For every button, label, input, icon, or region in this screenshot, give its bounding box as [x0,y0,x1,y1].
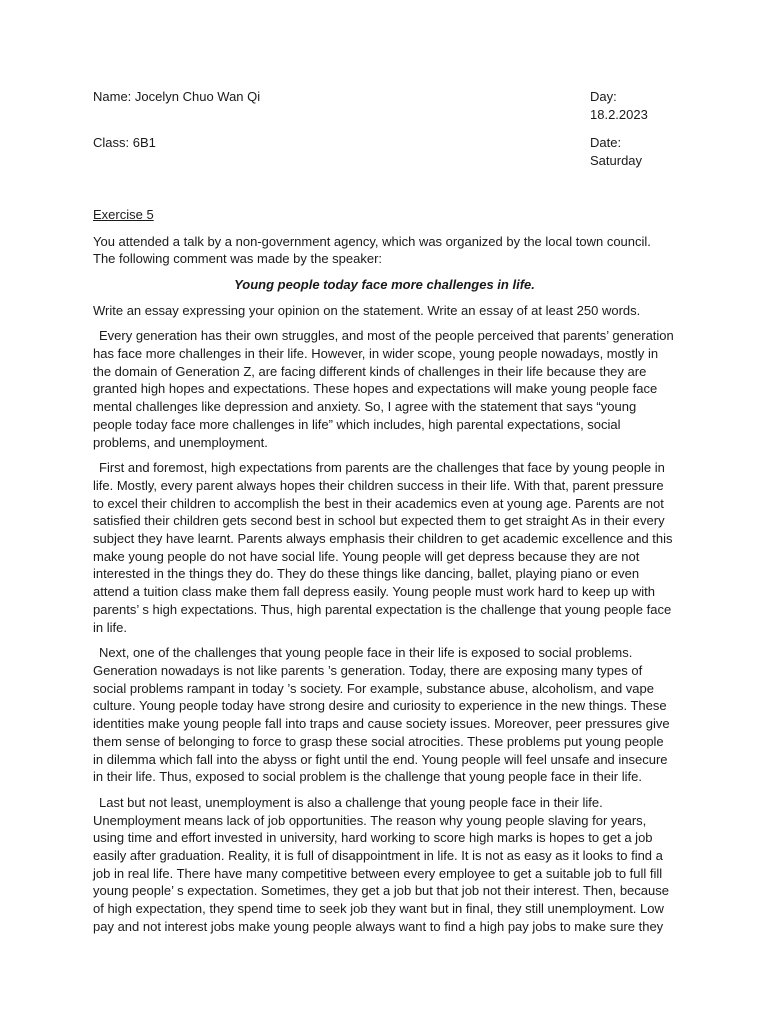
essay-statement: Young people today face more challenges in life. [234,276,535,292]
class-field: Class: 6B1 [93,135,156,151]
exercise-title: Exercise 5 [93,206,154,222]
essay-paragraph-social-problems: Next, one of the challenges that young people face in their life is exposed to social problems. Generation nowadays is not like parents ’s generation. Today, there are exposing many types of social problems rampant in today ’s society. For example, substance abuse, alcoholism, and vape culture. Young people today have strong desire and curiosity to experience in the new things. These identities make young people fall into traps and cause society issues. Moreover, peer pressures give them sense of belonging to force to grasp these social atrocities. These problems put young people in dilemma which fall into the abyss or fight until the end. Young people will feel unsafe and insecure in their life. Thus, exposed to social problem is the challenge that young people face in their life. [93,645,670,785]
day-field: Day: 18.2.2023 [590,89,648,122]
task-instruction: Write an essay expressing your opinion on the statement. Write an essay of at least 250 words. [93,302,641,318]
essay-paragraph-parental-expectations: First and foremost, high expectations from parents are the challenges that face by young people in life. Mostly, every parent always hopes their children success in their life. With that, parent pressure to excel their children to accomplish the best in their academics even at young age. Parents are not satisfied their children gets second best in school but expected them to get straight As in their every subject they have learnt. Parents always emphasis their children to get academic excellence and this make young people do not have social life. Young people will get depress because they are not interested in the things they do. They do these things like dancing, ballet, playing piano or even attend a tuition class make them fall depress easily. Young people must work hard to keep up with parents’ s high expectations. Thus, high parental expectation is the challenge that young people face in life. [93,460,673,635]
header-row-1 [93,88,676,123]
essay-paragraph-intro: Every generation has their own struggles, and most of the people perceived that parents’ generation has face more challenges in their life. However, in wider scope, young people nowadays, mostly in the domain of Generation Z, are facing different kinds of challenges in their life because they are granted high hopes and expectations. These hopes and expectations will make young people face mental challenges like depression and anxiety. So, I agree with the statement that says “young people today face more challenges in life” which includes, high parental expectations, social problems, and unemployment. [93,328,674,450]
essay-paragraph-unemployment: Last but not least, unemployment is also a challenge that young people face in their life. Unemployment means lack of job opportunities. The reason why young people slaving for years, using time and effort invested in university, hard working to score high marks is hopes to get a job easily after graduation. Reality, it is full of disappointment in life. It is not as easy as it looks to find a job in real life. There have many competitive between every employee to get a suitable job to full fill young people’ s expectation. Sometimes, they get a job but that job not their interest. Then, because of high expectation, they spend time to seek job they want but in final, they still unemployment. Low pay and not interest jobs make young people always want to find a high pay jobs to make sure they [93,794,669,934]
student-name: Name: Jocelyn Chuo Wan Qi [93,89,261,104]
task-intro: You attended a talk by a non-government agency, which was organized by the local town council. The following comment was made by the speaker: [93,233,651,267]
header-row-2 [93,134,676,169]
date-field: Date: Saturday [590,135,643,169]
essay-page [93,88,676,936]
